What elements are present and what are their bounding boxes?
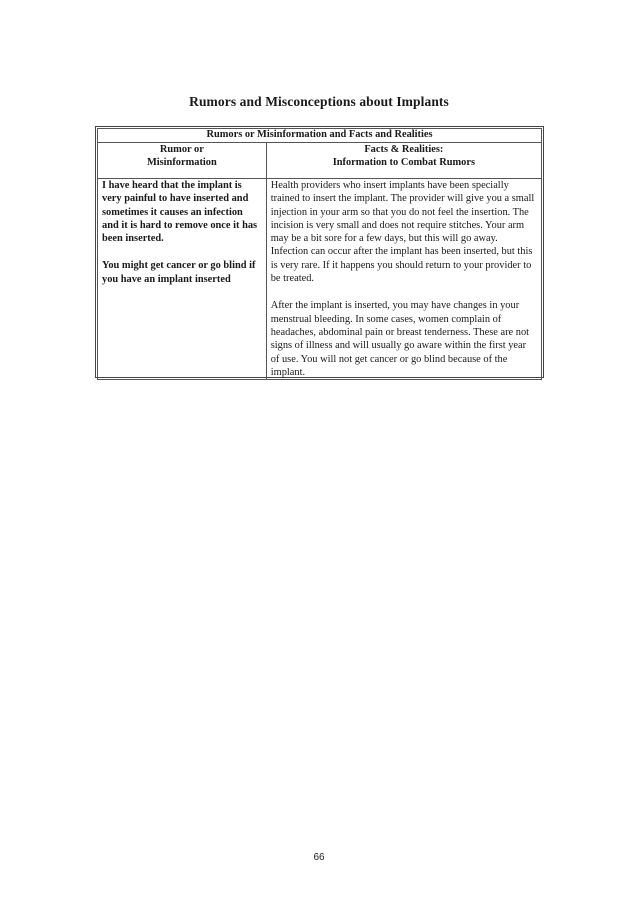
rumors-facts-table bbox=[97, 128, 542, 380]
fact-text-2: After the implant is inserted, you may have changes in your menstrual bleeding. In some cases, women complain of headaches, abdominal pain or breast tenderness. These are not signs of illness and will usually go aware within the first year of use. You will not get cancer or go blind because of the implant. bbox=[270, 300, 530, 378]
fact-cell bbox=[266, 179, 541, 380]
page-number: 66 bbox=[313, 852, 325, 863]
rumors-table-frame bbox=[95, 126, 544, 378]
fact-text-1: Health providers who insert implants have been specially trained to insert the implant. The provider will give you a small injection in your arm so that you do not feel the insertion. The incision is very small and does not require stitches. Your arm may be a bit sore for a few days, but this will go away. Infection can occur after the implant has been inserted, but this is very rare. If it happens you should return to your provider to be treated. bbox=[270, 180, 535, 285]
facts-header-line1: Facts & Realities: bbox=[364, 144, 444, 155]
rumor-column-header bbox=[98, 143, 267, 179]
facts-header-line2: Information to Combat Rumors bbox=[332, 157, 475, 168]
rumor-header-line1: Rumor or bbox=[159, 144, 204, 155]
table-header-row bbox=[98, 143, 542, 179]
row-spacer bbox=[102, 245, 262, 259]
table-caption: Rumors or Misinformation and Facts and Realities bbox=[98, 129, 542, 143]
table-row bbox=[98, 179, 542, 380]
rumor-header-line2: Misinformation bbox=[146, 157, 217, 168]
facts-column-header bbox=[266, 143, 541, 179]
table-caption-row bbox=[98, 129, 542, 143]
page-title: Rumors and Misconceptions about Implants bbox=[189, 94, 449, 109]
rumor-text-1: I have heard that the implant is very painful to have inserted and sometimes it causes an infection and it is hard to remove once it has been inserted. bbox=[102, 180, 258, 245]
rumor-cell bbox=[98, 179, 267, 380]
row-spacer bbox=[271, 285, 537, 299]
rumor-text-2: You might get cancer or go blind if you have an implant inserted bbox=[102, 260, 256, 285]
